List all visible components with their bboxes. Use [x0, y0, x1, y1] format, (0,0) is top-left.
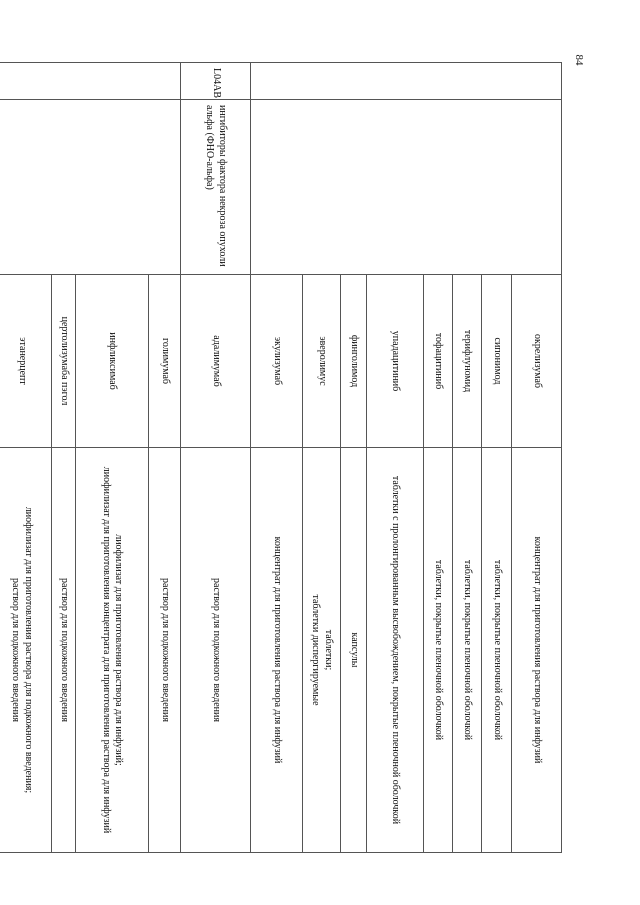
dosage-form-line: лиофилизат для приготовления концентрата для приготовления раствора для инфузий — [101, 466, 112, 834]
drug-name: тофацитиниб — [424, 275, 453, 448]
drug-table — [0, 62, 562, 853]
dosage-form — [367, 448, 424, 853]
dosage-form-line: таблетки диспергируемые — [310, 594, 322, 706]
drug-name: эверолимус — [303, 275, 341, 448]
page-number: 84 — [573, 54, 585, 66]
table-row — [181, 63, 251, 853]
drug-name: окрелизумаб — [512, 275, 562, 448]
table-row — [512, 63, 562, 853]
drug-name: этанерцепт — [0, 275, 52, 448]
dosage-form-line: таблетки, покрытые пленочной оболочкой — [491, 559, 503, 741]
dosage-form-line: лиофилизат для приготовления раствора для инфузий; — [113, 534, 125, 766]
dosage-form-line: раствор для подкожного введения — [10, 578, 22, 722]
drug-name: голимумаб — [149, 275, 181, 448]
dosage-form — [303, 448, 341, 853]
dosage-form-line: концентрат для приготовления раствора для инфузий — [271, 536, 283, 764]
atc-code-cell — [251, 63, 562, 100]
dosage-form — [453, 448, 482, 853]
drug-name: финголимод — [341, 275, 367, 448]
dosage-form-line: капсулы — [348, 632, 360, 668]
dosage-form — [0, 448, 52, 853]
dosage-form — [251, 448, 303, 853]
dosage-form — [482, 448, 512, 853]
dosage-form-line: таблетки; — [323, 629, 334, 671]
dosage-form — [181, 448, 251, 853]
group-cell — [251, 100, 562, 275]
dosage-form — [341, 448, 367, 853]
drug-name: терифлуномид — [453, 275, 482, 448]
dosage-form — [52, 448, 76, 853]
dosage-form — [76, 448, 149, 853]
dosage-form-line: таблетки с пролонгированным высвобождением, покрытые пленочной оболочкой — [390, 475, 402, 825]
dosage-form-line: таблетки, покрытые пленочной оболочкой — [433, 559, 445, 741]
dosage-form-line: концентрат для приготовления раствора для инфузий — [531, 536, 543, 764]
dosage-form-line: раствор для подкожного введения — [210, 578, 222, 722]
group-cell — [0, 100, 181, 275]
dosage-form — [424, 448, 453, 853]
dosage-form-line: раствор для подкожного введения — [58, 578, 70, 722]
drug-name: сипонимод — [482, 275, 512, 448]
dosage-form — [149, 448, 181, 853]
dosage-form — [512, 448, 562, 853]
dosage-form-line: таблетки, покрытые пленочной оболочкой — [462, 559, 474, 741]
dosage-form-line: раствор для подкожного введения — [159, 578, 171, 722]
drug-name: адалимумаб — [181, 275, 251, 448]
atc-code-cell — [0, 63, 181, 100]
group-cell: ингибиторы фактора некроза опухоли альфа (ФНО-альфа) — [181, 100, 251, 275]
drug-name: цертолизумаба пэгол — [52, 275, 76, 448]
drug-name: экулизумаб — [251, 275, 303, 448]
rotated-page-content — [10, 62, 562, 852]
drug-name: упадацитиниб — [367, 275, 424, 448]
dosage-form-line: лиофилизат для приготовления раствора для подкожного введения; — [23, 506, 34, 794]
drug-name: инфликсимаб — [76, 275, 149, 448]
table-row — [149, 63, 181, 853]
atc-code-cell: L04AB — [181, 63, 251, 100]
